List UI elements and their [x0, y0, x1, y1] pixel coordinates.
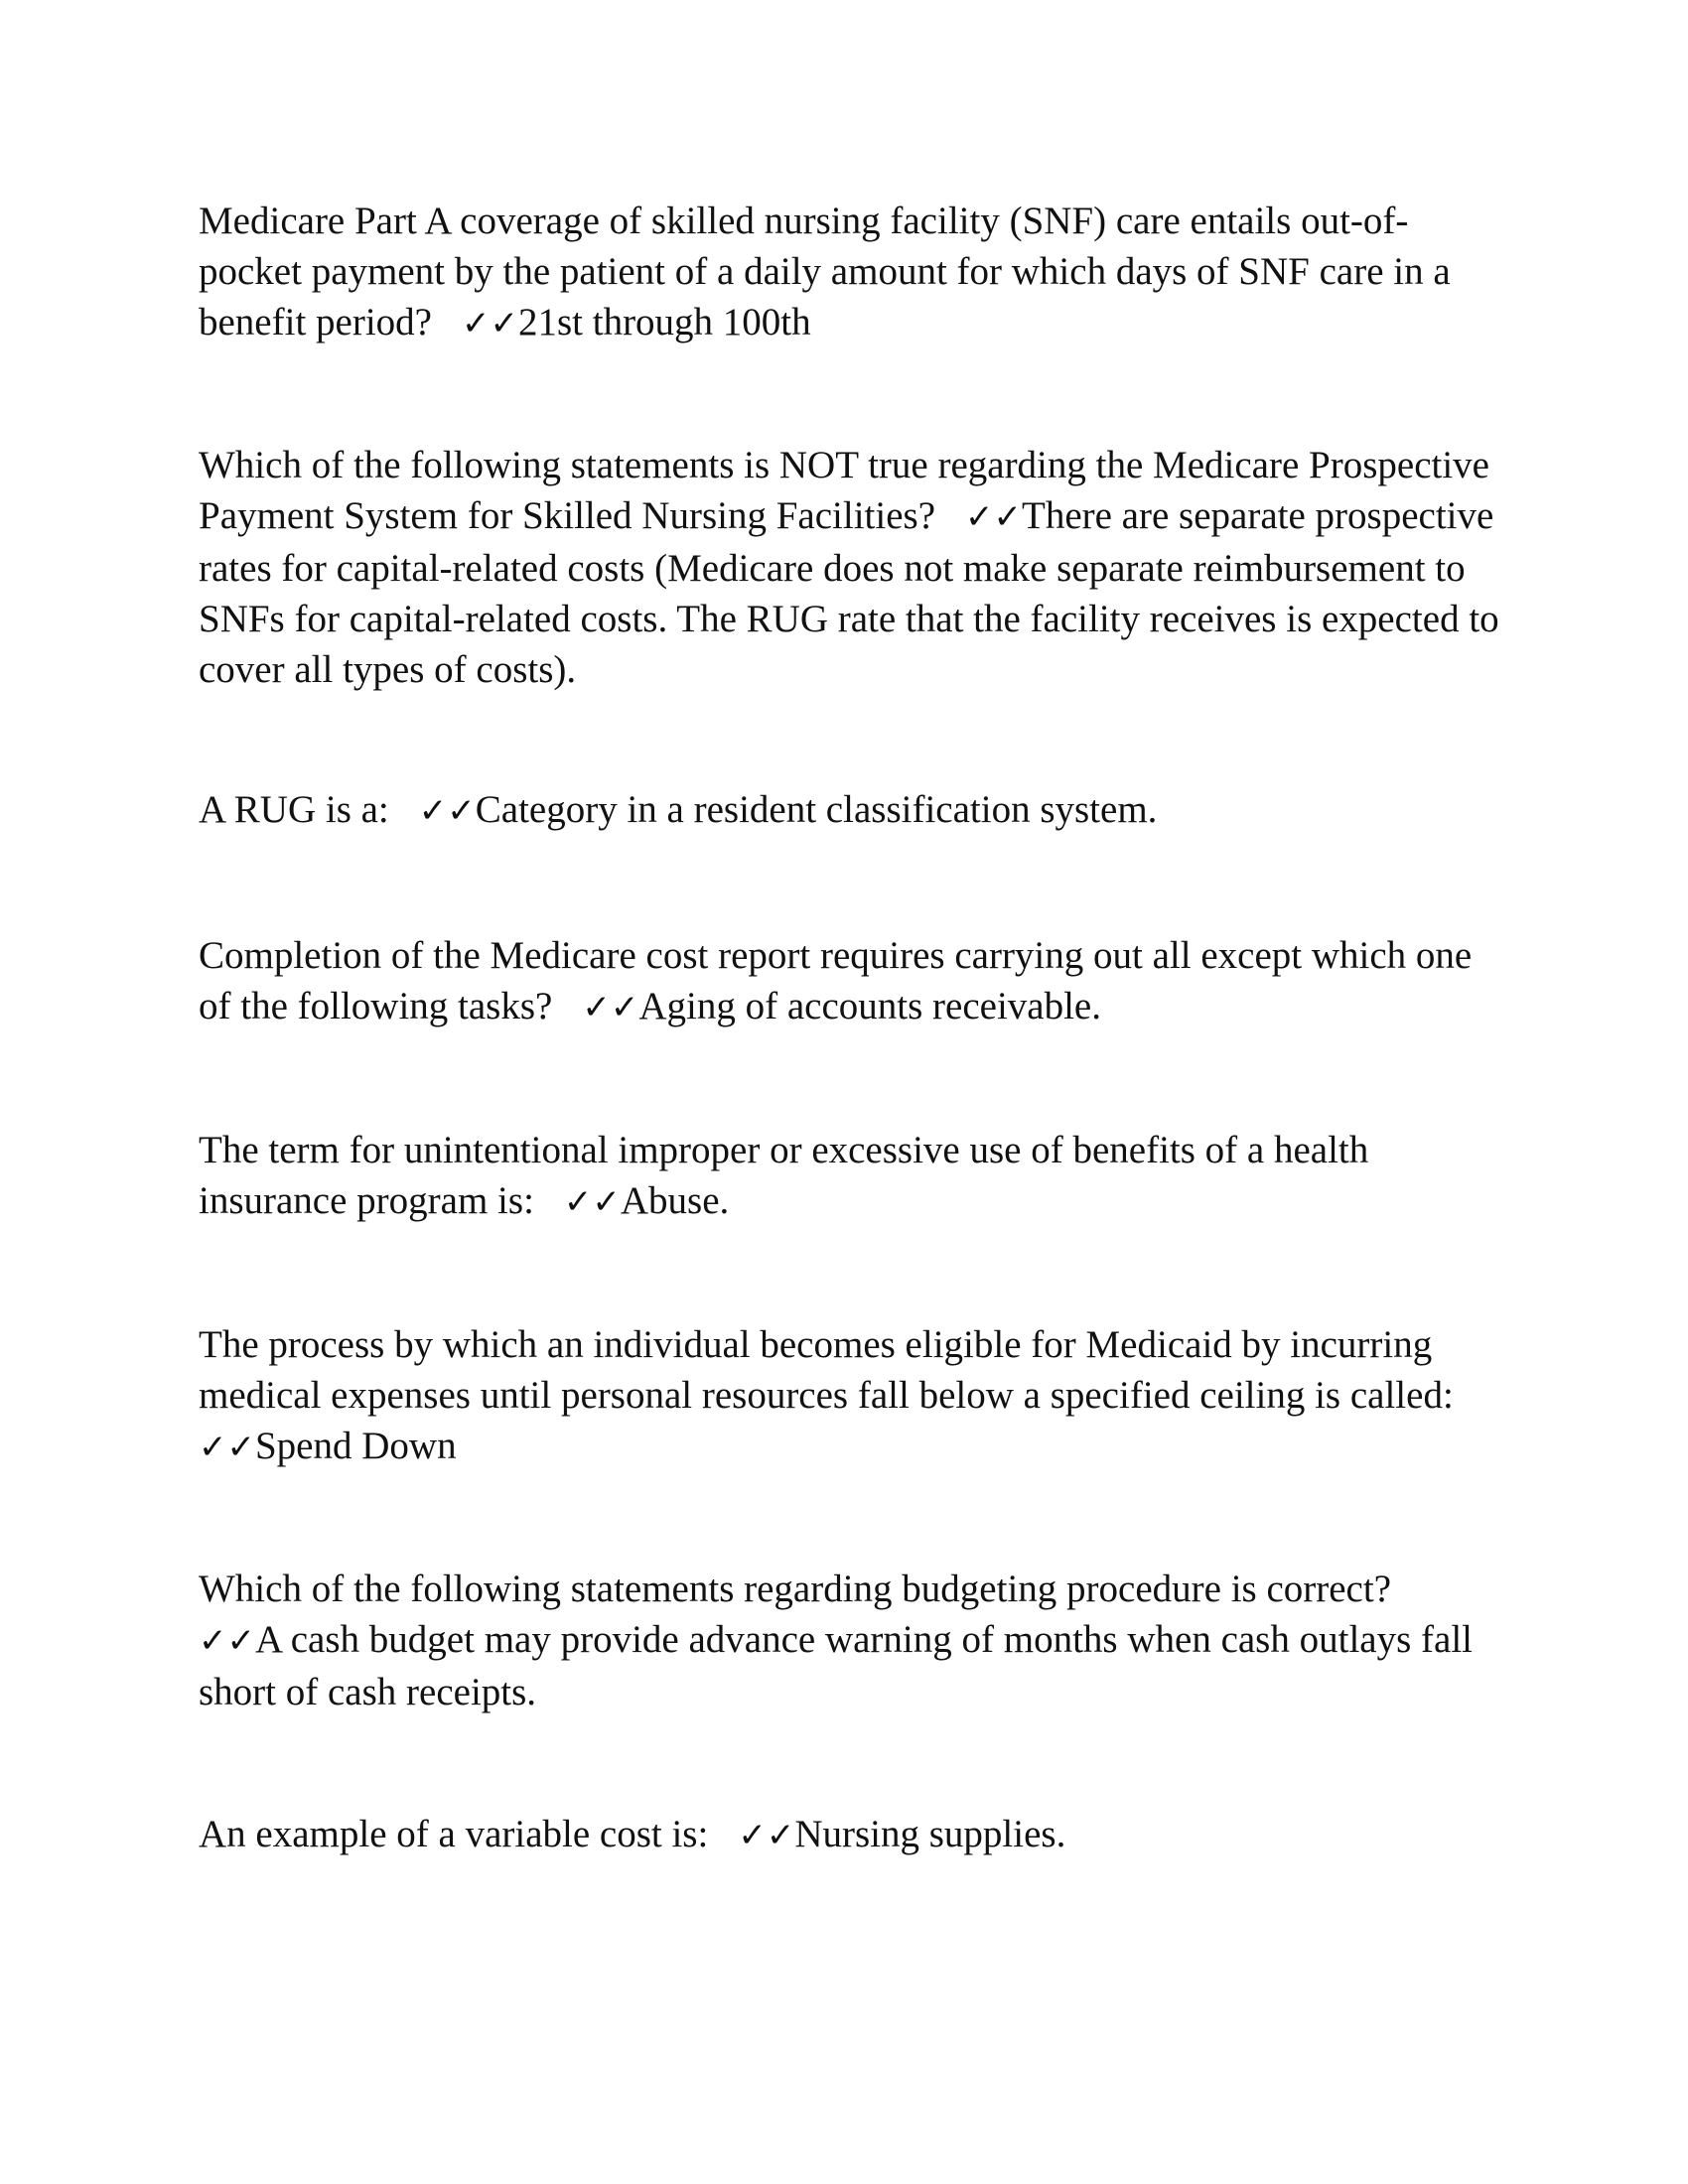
- answer-text: Aging of accounts receivable.: [638, 985, 1101, 1027]
- double-check-icon: ✓✓: [738, 1816, 795, 1855]
- answer: [582, 985, 1101, 1027]
- answer-text: Abuse.: [620, 1179, 730, 1222]
- question-text: Medicare Part A coverage of skilled nursing facility (SNF) care entails out-of-pocket payment by the patient of a daily amount for which days of SNF care in a benefit period?: [199, 200, 1451, 343]
- qa-item: [199, 196, 1499, 349]
- question-text: Completion of the Medicare cost report requires carrying out all except which one of the following tasks?: [199, 934, 1473, 1027]
- answer-text: 21st through 100th: [517, 301, 811, 343]
- double-check-icon: ✓✓: [563, 1182, 621, 1222]
- question-text: Which of the following statements regarding budgeting procedure is correct?: [199, 1568, 1392, 1610]
- answer: [462, 301, 811, 343]
- question-text: A RUG is a:: [199, 788, 389, 831]
- double-check-icon: ✓✓: [199, 1428, 255, 1467]
- double-check-icon: ✓✓: [461, 304, 518, 343]
- qa-item: [199, 1809, 1499, 1861]
- question-text: The process by which an individual becomes eligible for Medicaid by incurring medical expenses until personal resources fall below a specified ceiling is called:: [199, 1323, 1454, 1417]
- question-text: Which of the following statements is NOT true regarding the Medicare Prospective Payment System for Skilled Nursing Facilities?: [199, 444, 1489, 537]
- qa-item: [199, 784, 1499, 837]
- answer-text: Category in a resident classification system.: [475, 788, 1158, 831]
- answer: [738, 1813, 1065, 1855]
- answer: [419, 788, 1158, 831]
- answer: [199, 1618, 1473, 1713]
- qa-item: [199, 440, 1499, 695]
- double-check-icon: ✓✓: [418, 791, 476, 831]
- double-check-icon: ✓✓: [199, 1621, 255, 1661]
- qa-item: [199, 1319, 1499, 1473]
- double-check-icon: ✓✓: [582, 988, 639, 1027]
- double-check-icon: ✓✓: [965, 497, 1022, 537]
- answer-text: Spend Down: [254, 1425, 457, 1467]
- answer-text: A cash budget may provide advance warning of months when cash outlays fall short of cash receipts.: [199, 1618, 1473, 1713]
- answer: [199, 1425, 457, 1467]
- answer: [564, 1179, 729, 1222]
- qa-item: [199, 1125, 1499, 1228]
- answer-text: There are separate prospective rates for capital-related costs (Medicare does not make separate reimbursement to SNFs for capital-related costs. The RUG rate that the facility receives is expected to cover all types of costs).: [199, 494, 1499, 691]
- answer-text: Nursing supplies.: [794, 1813, 1066, 1855]
- qa-item: [199, 930, 1499, 1033]
- question-text: The term for unintentional improper or excessive use of benefits of a health insurance program is:: [199, 1129, 1369, 1222]
- question-text: An example of a variable cost is:: [199, 1813, 709, 1855]
- qa-item: [199, 1564, 1499, 1717]
